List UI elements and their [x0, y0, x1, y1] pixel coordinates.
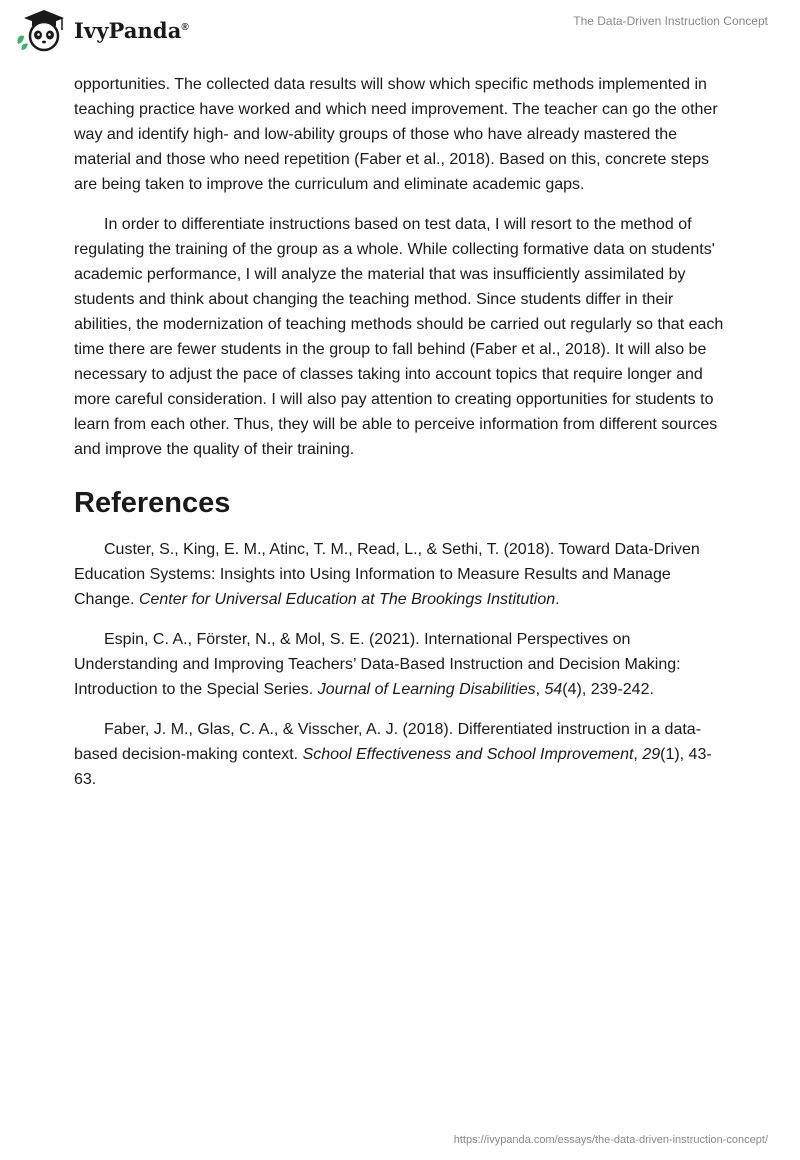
reference-entry-custer: Custer, S., King, E. M., Atinc, T. M., Read, L., & Sethi, T. (2018). Toward Data-Driven Education Systems: Insights into Using Information to Measure Results and Manage Change. Center for Universal Education at The Brookings Institution.	[74, 541, 700, 608]
source-url[interactable]: https://ivypanda.com/essays/the-data-driven-instruction-concept/	[453, 1134, 768, 1146]
logo-text: IvyPanda®	[74, 17, 189, 43]
document-title: The Data-Driven Instruction Concept	[573, 14, 768, 28]
panda-graduation-cap-icon	[14, 8, 70, 52]
body-paragraph: In order to differentiate instructions based on test data, I will resort to the method of regulating the training of the group as a whole. While collecting formative data on students' academic performance, I will analyze the material that was insufficiently assimilated by students and think about changing the teaching method. Since students differ in their abilities, the modernization of teaching methods should be carried out regularly so that each time there are fewer students in the group to fall behind (Faber et al., 2018). It will also be necessary to adjust the pace of classes taking into account topics that require longer and more careful consideration. I will also pay attention to creating opportunities for students to learn from each other. Thus, they will be able to perceive information from different sources and improve the quality of their training.	[74, 216, 724, 458]
page-header	[0, 0, 800, 64]
reference-entry-faber: Faber, J. M., Glas, C. A., & Visscher, A. J. (2018). Differentiated instruction in a data-based decision-making context. School Effectiveness and School Improvement, 29(1), 43-63.	[74, 721, 712, 788]
ivypanda-logo[interactable]	[14, 8, 189, 52]
reference-entry-espin: Espin, C. A., Förster, N., & Mol, S. E. (2021). International Perspectives on Understanding and Improving Teachers’ Data-Based Instruction and Decision Making: Introduction to the Special Series. Journal of Learning Disabilities, 54(4), 239-242.	[74, 631, 681, 698]
essay-content	[74, 72, 724, 807]
body-paragraph-continued: opportunities. The collected data results will show which specific methods implemented in teaching practice have worked and which need improvement. The teacher can go the other way and identify high- and low-ability groups of those who have already mastered the material and those who need repetition (Faber et al., 2018). Based on this, concrete steps are being taken to improve the curriculum and eliminate academic gaps.	[74, 76, 718, 193]
references-heading: References	[74, 487, 231, 519]
